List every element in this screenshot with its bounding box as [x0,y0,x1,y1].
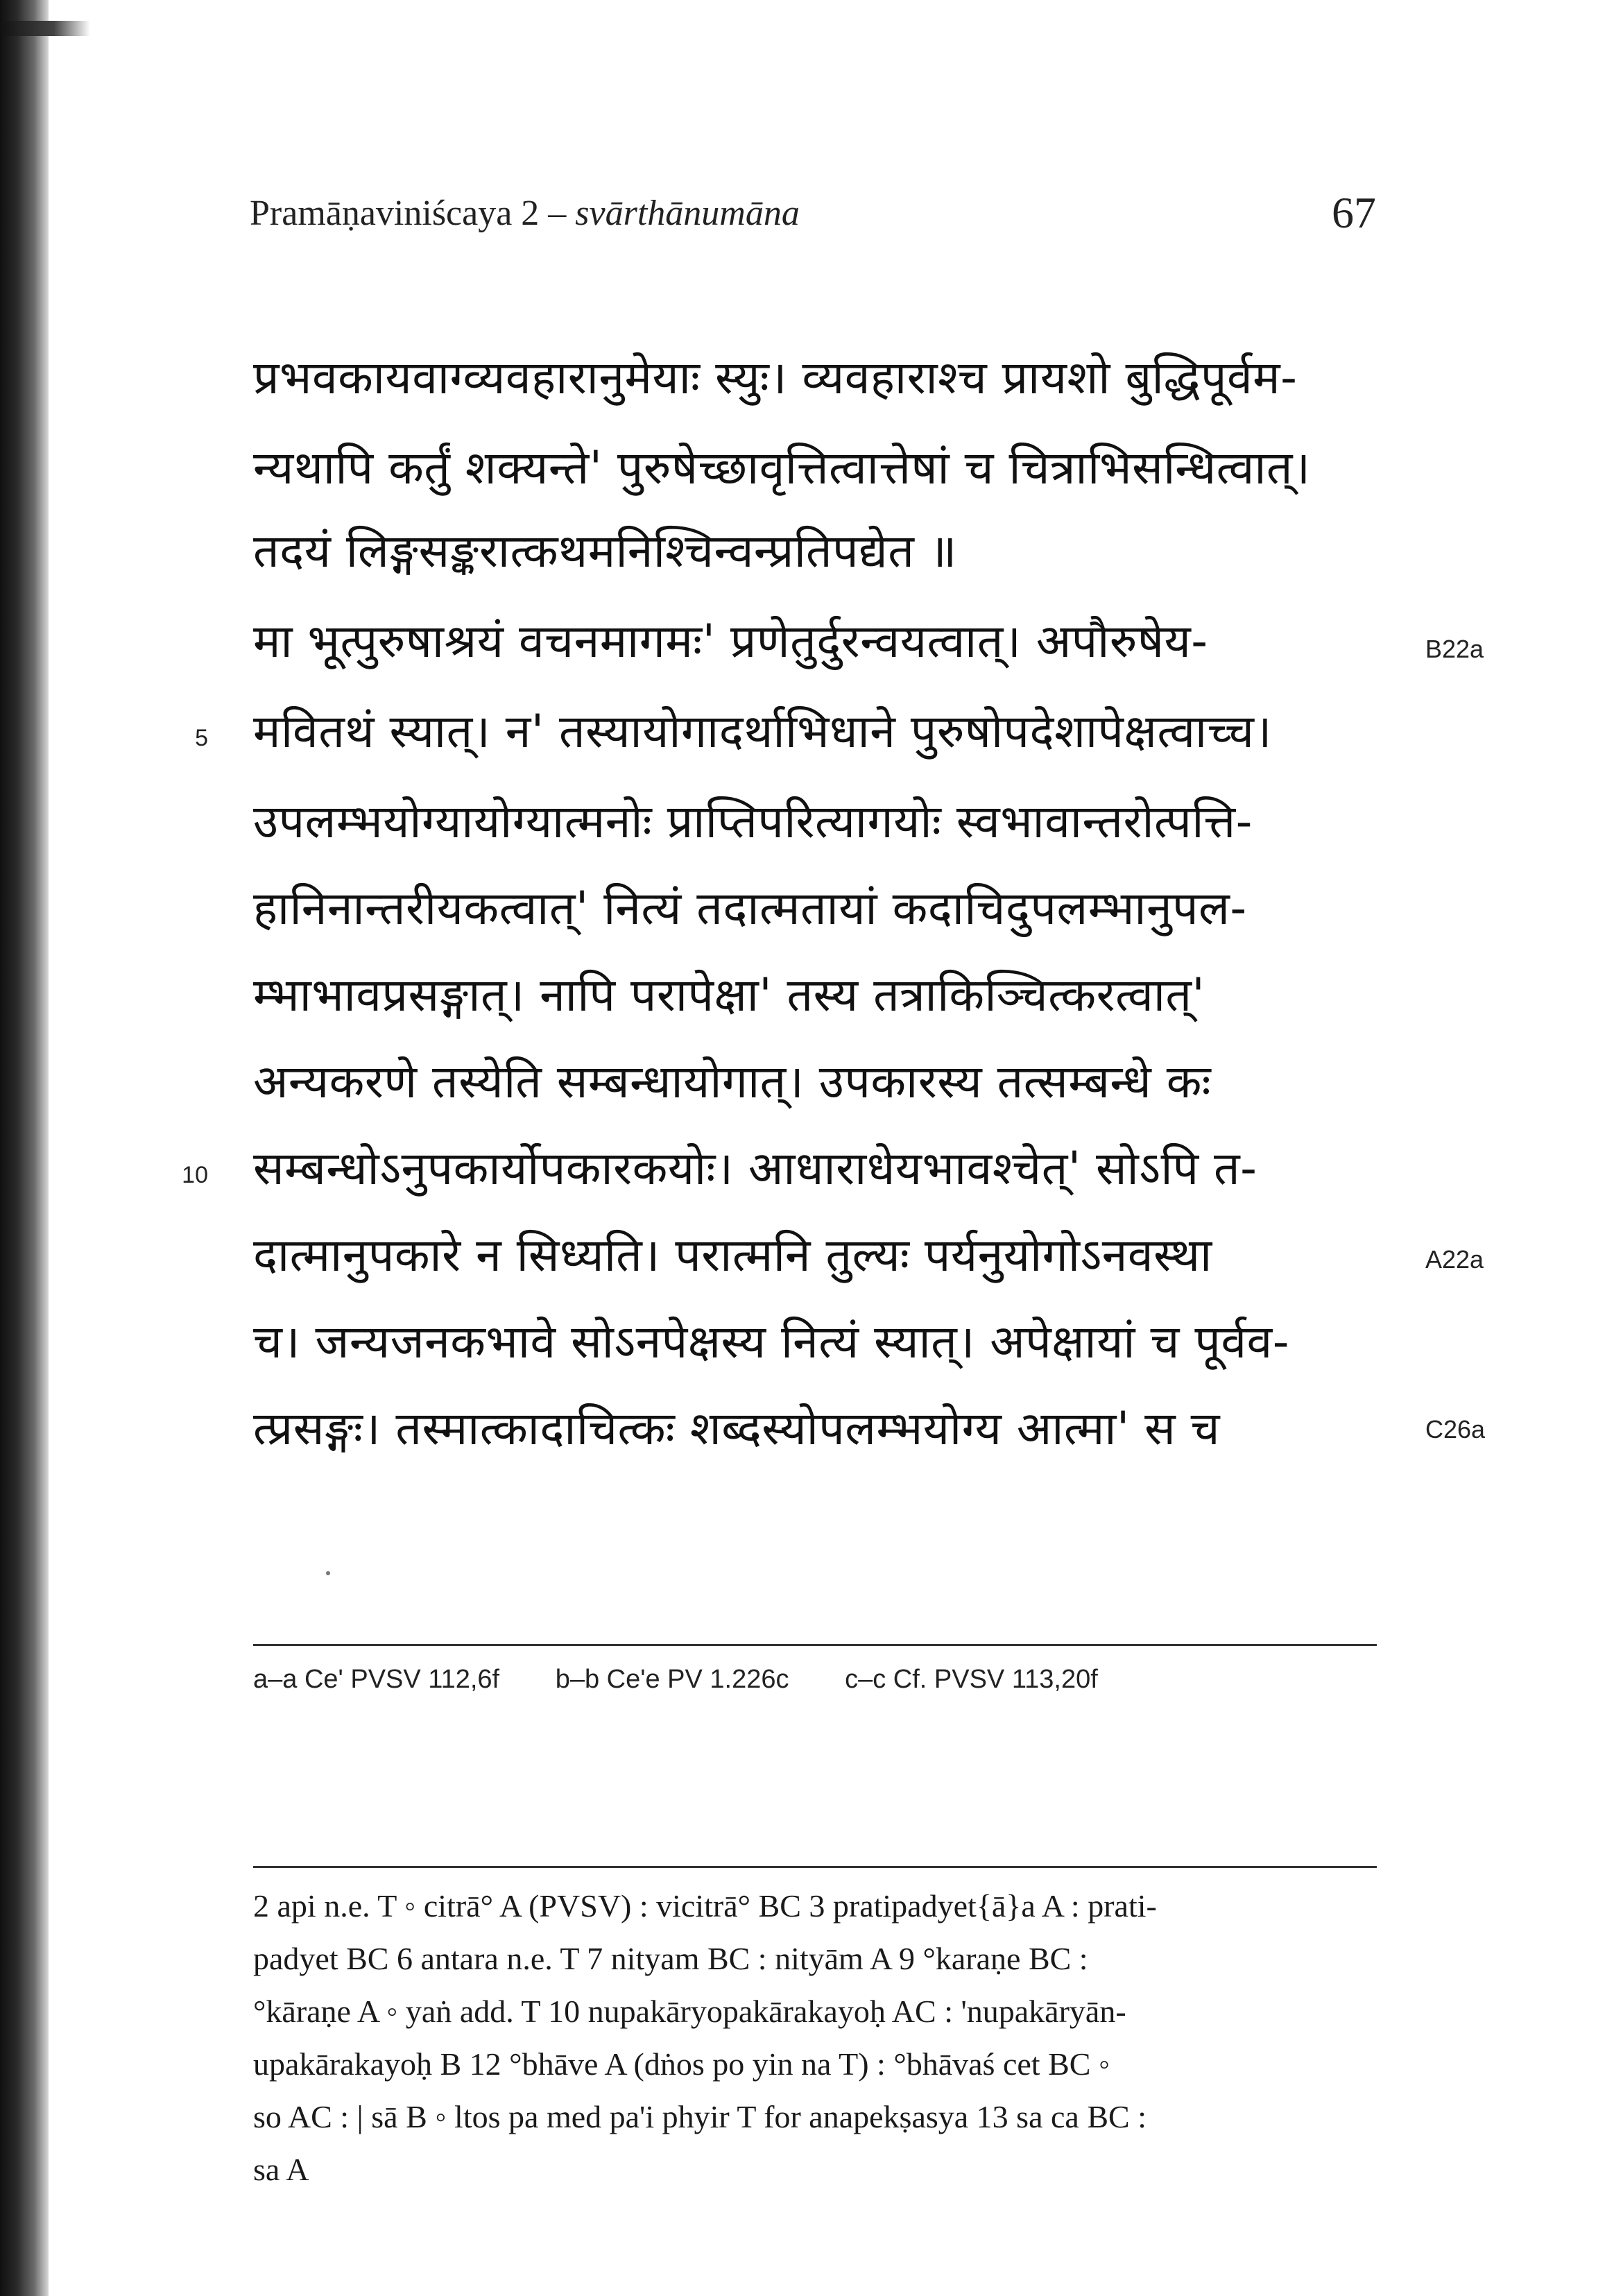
text-line-7: हानिनान्तरीयकत्वात्' नित्यं तदात्मतायां कदाचिदुपलम्भानुपल- [253,882,1247,935]
page-number: 67 [1332,188,1376,237]
header-title-italic: svārthānumāna [575,194,800,233]
text-line-3: तदयं लिङ्गसङ्करात्कथमनिश्चिन्वन्प्रतिपद्येत ॥ [253,524,957,578]
margin-ref-b22a: B22a [1425,635,1484,663]
line-number-10: 10 [182,1162,208,1188]
text-line-11: दात्मानुपकारे न सिध्यति। परात्मनि तुल्यः पर्यनुयोगोऽनवस्था [253,1228,1212,1282]
text-line-6: उपलम्भयोग्यायोग्यात्मनोः प्राप्तिपरित्यागयोः स्वभावान्तरोत्पत्ति- [253,795,1253,848]
line-number-5: 5 [195,725,208,751]
variant-line: 2 api n.e. T ◦ citrā° A (PVSV) : vicitrā° BC 3 pratipadyet{ā}a A : prati- [253,1888,1157,1924]
sources-rule [253,1644,1377,1646]
binding-shadow [0,21,90,36]
text-line-10: सम्बन्धोऽनुपकार्योपकारकयोः। आधाराधेयभावश्चेत्' सोऽपि त- [253,1142,1257,1195]
margin-ref-a22a: A22a [1425,1245,1484,1274]
text-line-13: त्प्रसङ्गः। तस्मात्कादाचित्कः शब्दस्योपलम्भयोग्य आत्मा' स च [253,1402,1221,1455]
variants-rule [253,1866,1377,1868]
scan-speck [326,1571,330,1575]
text-line-1: प्रभवकायवाग्व्यवहारानुमेयाः स्युः। व्यवहाराश्च प्रायशो बुद्धिपूर्वम- [253,351,1298,404]
variant-line: sa A [253,2152,309,2187]
source-apparatus [253,1665,1377,1695]
variant-line: padyet BC 6 antara n.e. T 7 nityam BC : nityām A 9 °karaṇe BC : [253,1941,1088,1976]
running-header [250,193,800,234]
variant-line: °kāraṇe A ◦ yaṅ add. T 10 nupakāryopakārakayoḥ AC : 'nupakāryān- [253,1994,1126,2029]
text-line-8: म्भाभावप्रसङ्गात्। नापि परापेक्षा' तस्य तत्राकिञ्चित्करत्वात्' [253,968,1205,1022]
variant-apparatus [253,1880,1391,2196]
source-note: b–b Ce'e PV 1.226c [555,1665,789,1694]
text-line-2: न्यथापि कर्तुं शक्यन्ते' पुरुषेच्छावृत्तित्वात्तेषां च चित्राभिसन्धित्वात्। [253,441,1311,495]
variant-line: upakārakayoḥ B 12 °bhāve A (dṅos po yin na T) : °bhāvaś cet BC ◦ [253,2046,1110,2082]
margin-ref-c26a: C26a [1425,1415,1486,1443]
source-note: c–c Cf. PVSV 113,20f [845,1665,1098,1694]
header-title-plain: Pramāṇaviniścaya 2 – [250,194,576,233]
text-line-5: मवितथं स्यात्। न' तस्यायोगादर्थाभिधाने पुरुषोपदेशापेक्षत्वाच्च। [253,705,1272,758]
book-binding-edge [0,0,49,2296]
variant-line: so AC : | sā B ◦ ltos pa med pa'i phyir T for anapekṣasya 13 sa ca BC : [253,2099,1147,2134]
source-note: a–a Ce' PVSV 112,6f [253,1665,500,1694]
text-line-9: अन्यकरणे तस्येति सम्बन्धायोगात्। उपकारस्य तत्सम्बन्धे कः [253,1055,1212,1108]
text-line-12: च। जन्यजनकभावे सोऽनपेक्षस्य नित्यं स्यात्। अपेक्षायां च पूर्वव- [253,1315,1290,1369]
text-line-4: मा भूत्पुरुषाश्रयं वचनमागमः' प्रणेतुर्दुरन्वयत्वात्। अपौरुषेय- [253,615,1208,668]
